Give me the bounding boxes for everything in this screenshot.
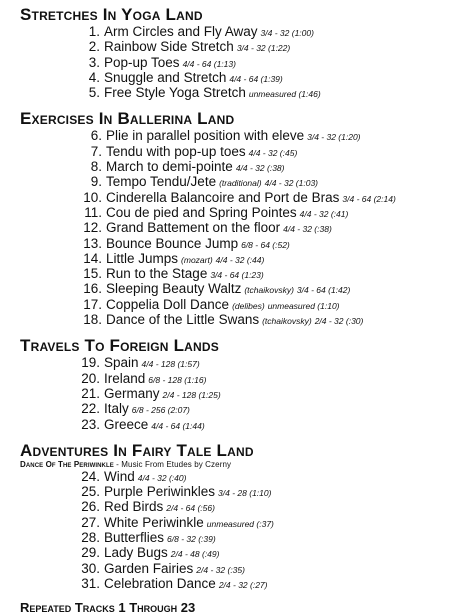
track-title: White Periwinkle (104, 514, 204, 530)
track-number: 7. (90, 143, 102, 159)
track-timing: 4/4 - 32 (:44) (215, 254, 265, 265)
track-timing: 4/4 - 64 (1:13) (182, 58, 236, 69)
track-title: Red Birds (104, 499, 164, 515)
track-title: Cinderella Balancoire and Port de Bras (106, 189, 340, 205)
track-timing: 2/4 - 32 (:35) (196, 564, 245, 575)
track-timing: 3/4 - 32 (1:00) (260, 28, 314, 38)
section (0, 6, 450, 101)
track-number: 24. (81, 468, 100, 484)
track-timing: 6/8 - 256 (2:07) (131, 405, 190, 416)
track-number: 16. (83, 281, 102, 297)
list-item (0, 516, 450, 531)
track-number: 26. (81, 499, 100, 515)
track-number: 20. (81, 370, 100, 386)
track-timing: 4/4 - 32 (:40) (137, 472, 187, 483)
list-item (0, 71, 450, 86)
track-title: March to demi-pointe (106, 159, 233, 175)
subtitle-music-source: - Music From Etudes by Czerny (113, 459, 232, 469)
track-number: 29. (81, 545, 100, 561)
list-item (0, 562, 450, 577)
list-item (0, 191, 450, 206)
track-timing: 3/4 - 32 (1:20) (307, 132, 361, 143)
track-title: Coppelia Doll Dance (106, 296, 230, 312)
track-number: 12. (83, 220, 102, 236)
track-number: 28. (81, 530, 100, 546)
track-number: 14. (83, 250, 102, 266)
track-timing: 3/4 - 64 (1:23) (210, 270, 264, 281)
list-item (0, 175, 450, 190)
list-item (0, 129, 450, 144)
track-number: 1. (88, 24, 100, 39)
track-title: Grand Battement on the floor (106, 220, 281, 236)
subtitle-dance-name: Dance Of The Periwinkle (20, 459, 114, 469)
track-list (0, 356, 450, 432)
list-item (0, 402, 450, 417)
track-number: 8. (90, 159, 102, 175)
track-number: 25. (81, 484, 100, 500)
section-title: Travels To Foreign Lands (20, 336, 219, 356)
section-title: Stretches In Yoga Land (20, 5, 203, 24)
track-timing: 4/4 - 32 (:38) (235, 163, 285, 174)
track-title: Cou de pied and Spring Pointes (106, 204, 297, 220)
track-composer: (tchaikovsky) (262, 316, 312, 327)
track-title: Tendu with pop-up toes (106, 143, 246, 159)
track-number: 3. (88, 54, 100, 70)
list-item (0, 356, 450, 371)
track-list (0, 25, 450, 101)
section (0, 337, 450, 432)
track-timing: unmeasured (:37) (206, 518, 274, 529)
list-item (0, 160, 450, 175)
list-item (0, 313, 450, 328)
track-title: Italy (104, 401, 129, 417)
track-timing: 6/8 - 128 (1:16) (148, 374, 207, 385)
track-number: 4. (88, 69, 100, 85)
track-title: Free Style Yoga Stretch (104, 85, 246, 101)
list-item (0, 40, 450, 55)
track-timing: 3/4 - 64 (2:14) (342, 193, 396, 204)
track-timing: 2/4 - 64 (:56) (166, 503, 215, 514)
track-number: 21. (81, 385, 100, 401)
track-title: Purple Periwinkles (104, 484, 216, 500)
track-title: Plie in parallel position with eleve (106, 128, 305, 144)
track-timing: 6/8 - 64 (:52) (241, 239, 290, 250)
list-item (0, 282, 450, 297)
section (0, 110, 450, 328)
list-item (0, 470, 450, 485)
track-title: Ireland (104, 370, 146, 386)
track-title: Little Jumps (106, 250, 179, 266)
track-timing: 2/4 - 32 (:27) (218, 579, 268, 590)
track-title: Tempo Tendu/Jete (106, 174, 217, 190)
track-number: 27. (81, 514, 100, 530)
track-composer: (delibes) (232, 300, 265, 311)
section-subtitle (20, 460, 450, 469)
section (0, 442, 450, 592)
track-timing: 4/4 - 64 (1:39) (229, 73, 283, 84)
track-title: Pop-up Toes (104, 54, 180, 70)
track-title: Garden Fairies (104, 560, 194, 576)
track-title: Rainbow Side Stretch (104, 39, 234, 55)
list-item (0, 56, 450, 71)
track-sections (0, 6, 450, 592)
track-number: 6. (90, 128, 102, 144)
track-title: Spain (104, 355, 139, 371)
track-title: Greece (104, 416, 149, 432)
track-number: 30. (81, 560, 100, 576)
list-item (0, 500, 450, 515)
track-timing: 3/4 - 64 (1:42) (296, 285, 351, 296)
list-item (0, 206, 450, 221)
track-title: Wind (104, 468, 135, 484)
list-item (0, 145, 450, 160)
track-timing: 2/4 - 48 (:49) (170, 549, 220, 560)
track-timing: 4/4 - 64 (1:44) (151, 420, 205, 431)
list-item (0, 25, 450, 40)
track-timing: 4/4 - 32 (:45) (248, 147, 298, 158)
track-list (0, 470, 450, 592)
track-title: Butterflies (104, 530, 165, 546)
track-composer: (tchaikovsky) (244, 285, 294, 296)
list-item (0, 298, 450, 313)
track-list (0, 129, 450, 328)
section-title: Exercises In Ballerina Land (20, 109, 235, 129)
track-number: 18. (83, 312, 102, 328)
track-timing: 3/4 - 28 (1:10) (218, 488, 272, 499)
track-number: 13. (83, 235, 102, 251)
list-item (0, 252, 450, 267)
section-title: Adventures In Fairy Tale Land (20, 440, 254, 460)
list-item (0, 221, 450, 236)
track-timing: 4/4 - 32 (:38) (283, 224, 332, 235)
track-timing: 2/4 - 128 (1:25) (162, 389, 221, 400)
track-timing: 4/4 - 32 (:41) (299, 208, 349, 219)
list-item (0, 387, 450, 402)
track-timing: unmeasured (1:46) (248, 89, 321, 100)
list-item (0, 372, 450, 387)
track-timing: 3/4 - 32 (1:22) (236, 43, 291, 54)
footer-note: Repeated Tracks 1 Through 23 (20, 600, 196, 615)
track-number: 15. (83, 266, 102, 282)
track-title: Bounce Bounce Jump (106, 235, 239, 251)
track-title: Dance of the Little Swans (106, 312, 260, 328)
track-title: Germany (104, 385, 160, 401)
track-timing: unmeasured (1:10) (267, 300, 340, 311)
list-item (0, 237, 450, 252)
list-item (0, 531, 450, 546)
list-item (0, 577, 450, 592)
track-number: 11. (84, 204, 102, 220)
track-title: Run to the Stage (106, 266, 208, 282)
list-item (0, 418, 450, 433)
track-title: Snuggle and Stretch (104, 69, 227, 85)
track-title: Celebration Dance (104, 575, 216, 591)
track-number: 19. (81, 355, 100, 371)
track-number: 5. (88, 85, 100, 101)
track-timing: 2/4 - 32 (:30) (314, 316, 364, 327)
track-number: 23. (81, 416, 100, 432)
track-number: 17. (83, 296, 102, 312)
track-composer: (mozart) (181, 254, 213, 265)
track-timing: 6/8 - 32 (:39) (167, 534, 216, 545)
list-item (0, 267, 450, 282)
track-composer: (traditional) (219, 178, 262, 189)
track-number: 2. (88, 39, 100, 55)
track-timing: 4/4 - 128 (1:57) (141, 359, 200, 370)
track-number: 22. (81, 401, 100, 417)
track-number: 9. (90, 174, 102, 190)
track-title: Sleeping Beauty Waltz (106, 281, 242, 297)
track-title: Arm Circles and Fly Away (104, 24, 258, 39)
list-item (0, 485, 450, 500)
track-number: 31. (81, 575, 100, 591)
list-item (0, 546, 450, 561)
list-item (0, 86, 450, 101)
track-title: Lady Bugs (104, 545, 168, 561)
track-number: 10. (83, 189, 102, 205)
track-timing: 4/4 - 32 (1:03) (264, 178, 318, 189)
